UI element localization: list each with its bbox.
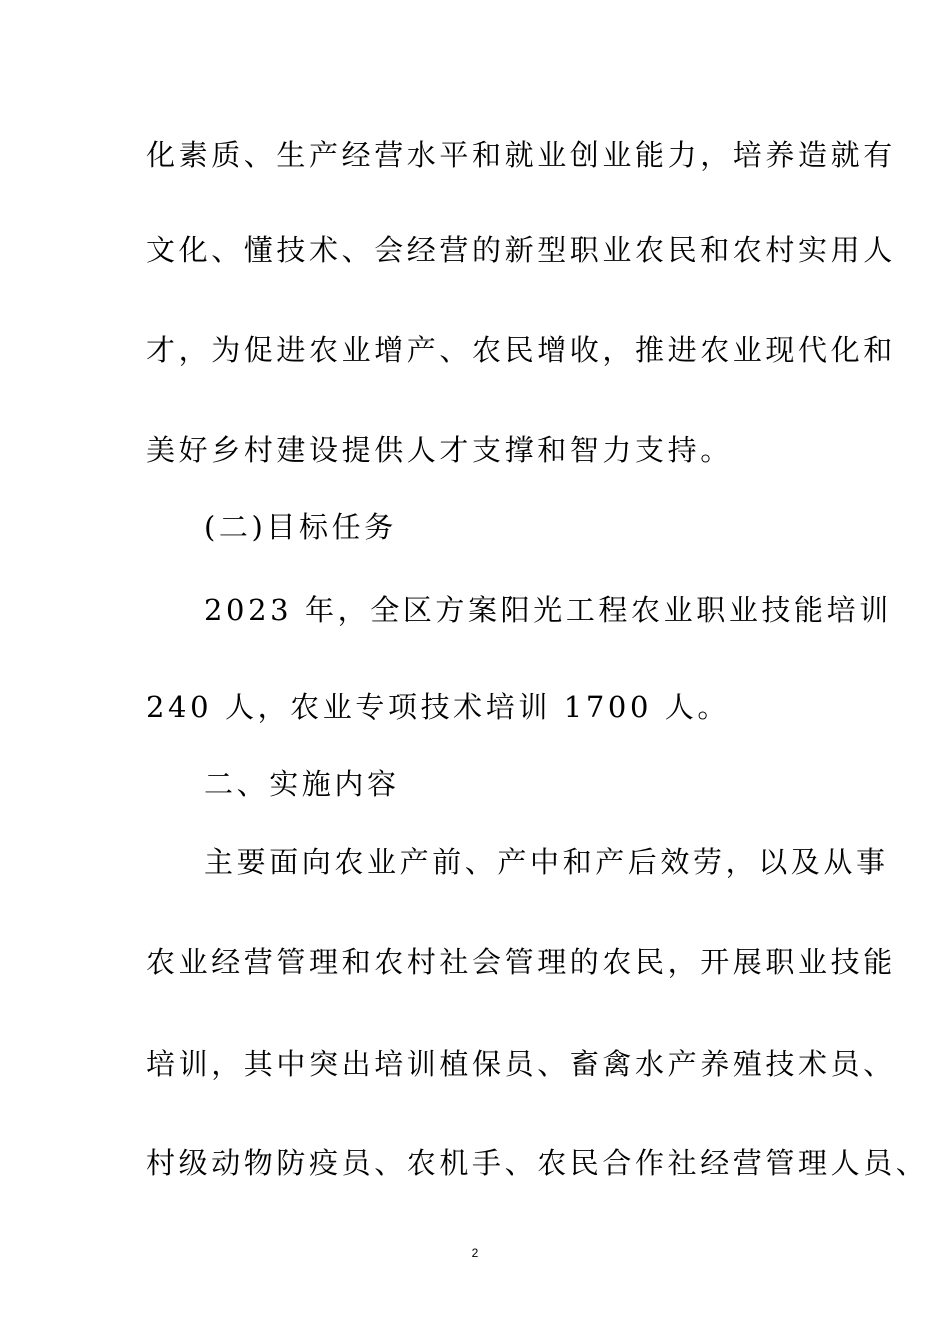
- body-text-line: 培训，其中突出培训植保员、畜禽水产养殖技术员、: [146, 1047, 896, 1081]
- body-text-line: 农业经营管理和农村社会管理的农民，开展职业技能: [146, 945, 896, 979]
- body-text-line: 化素质、生产经营水平和就业创业能力，培养造就有: [146, 138, 896, 172]
- body-text-line: 才，为促进农业增产、农民增收，推进农业现代化和: [146, 333, 896, 367]
- body-text-line: 240 人，农业专项技术培训 1700 人。: [146, 690, 731, 724]
- body-text-line: 2023 年，全区方案阳光工程农业职业技能培训: [204, 593, 892, 627]
- page-number: 2: [471, 1246, 479, 1260]
- body-text-line: 美好乡村建设提供人才支撑和智力支持。: [146, 433, 733, 467]
- body-text-line: 村级动物防疫员、农机手、农民合作社经营管理人员、: [146, 1146, 929, 1180]
- body-text-line: 文化、懂技术、会经营的新型职业农民和农村实用人: [146, 233, 896, 267]
- section-heading: (二)目标任务: [204, 510, 397, 544]
- section-heading: 二、实施内容: [204, 767, 400, 801]
- body-text-line: 主要面向农业产前、产中和产后效劳，以及从事: [204, 845, 889, 879]
